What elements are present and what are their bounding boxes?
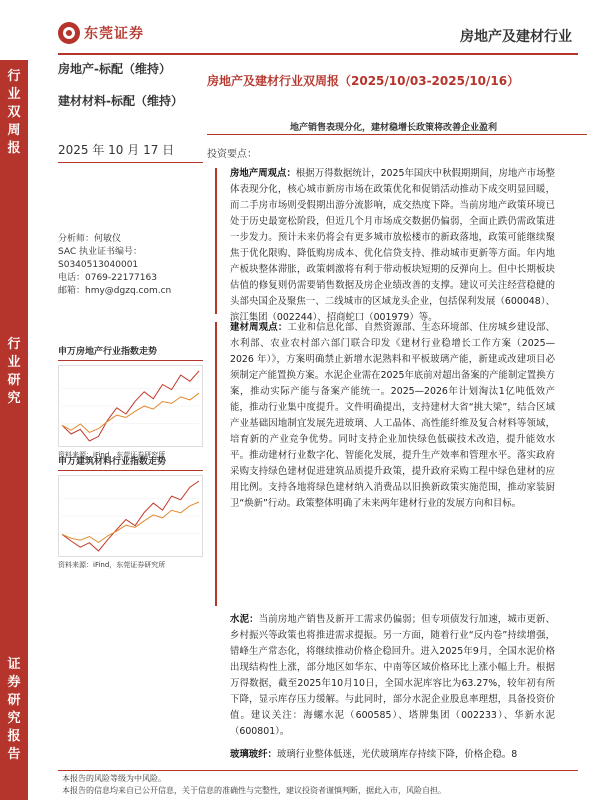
header-title: 房地产及建材行业	[460, 29, 572, 45]
sidebar-label-securities-report: 证 券 研 究 报 告	[7, 657, 21, 762]
analyst-sac-label: SAC 执业证书编号：	[58, 247, 143, 257]
footer-info-source: 本报告的信息均来自已公开信息，关于信息的准确性与完整性，建议投资者谨慎判断，据此入市，风险自担。	[62, 786, 446, 795]
paragraph-heading: 房地产周观点：	[230, 168, 296, 179]
analyst-info	[58, 233, 171, 298]
company-logo	[58, 22, 144, 44]
chart-real-estate-index	[58, 344, 203, 460]
paragraph-real-estate	[230, 166, 555, 326]
logo-icon	[58, 22, 80, 44]
page-header	[0, 0, 600, 60]
section-marker	[215, 322, 217, 606]
chart-title: 申万建筑材料行业指数走势	[58, 457, 167, 467]
chart-title-divider	[58, 470, 203, 471]
logo-text: 东莞证券	[84, 26, 144, 42]
title-divider	[207, 134, 587, 135]
chart-plot-area	[58, 475, 203, 557]
rating-building-materials: 建材材料-标配（维持）	[58, 94, 183, 108]
chart-plot-area	[58, 365, 203, 447]
report-date: 2025 年 10 月 17 日	[58, 143, 175, 157]
report-title: 房地产及建材行业双周报（2025/10/03-2025/10/16）	[207, 74, 520, 88]
sidebar	[0, 60, 28, 800]
section-marker	[215, 168, 217, 314]
chart-source: 资料来源：iFind，东莞证券研究所	[58, 561, 166, 569]
date-divider	[58, 162, 203, 163]
investment-highlights-heading: 投资要点：	[207, 149, 257, 160]
sidebar-label-industry-research: 行 业 研 究	[7, 337, 21, 406]
chart-source: 资料来源：iFind，东莞证券研究所	[58, 451, 166, 459]
paragraph-heading: 玻璃玻纤：	[230, 749, 277, 760]
line-chart	[58, 475, 203, 557]
footer-disclaimer	[62, 773, 446, 797]
paragraph-heading: 建材周观点：	[230, 322, 288, 333]
line-chart	[58, 365, 203, 447]
footer-risk-level: 本报告的风险等级为中风险。	[62, 774, 166, 783]
header-divider	[58, 53, 578, 55]
paragraph-building-materials	[230, 320, 555, 512]
chart-title-divider	[58, 360, 203, 361]
footer-divider	[58, 770, 578, 771]
paragraph-cement	[230, 612, 555, 740]
paragraph-body: 工业和信息化部、自然资源部、生态环境部、住房城乡建设部、水利部、农业农村部六部门联合印发《建材行业稳增长工作方案（2025—2026 年）》，方案明确禁止新增水泥熟料和平板玻璃产能，新建或改建项目必须制定产能置换方案。水泥企业需在2025年底前对超出备案的产能制定置换方案，推动实际产能与备案产能统一。2025—2026年计划淘汰1亿吨低效产能，推动行业集中度提升。文件明确提出，支持建材大省“挑大梁”，结合区域产业基础因地制宜发展先进玻璃、人工晶体、高性能纤维及复合材料等领域，培育新的产业竞争优势。同时支持企业加快绿色低碳技术改造，提升能效水平。推动建材行业数字化、智能化发展，提升生产效率和管理水平。落实政府采购支持绿色建材促进建筑品质提升政策，提升政府采购工程中绿色建材的应用比例。支持各地将绿色建材纳入消费品以旧换新政策实施范围，推动家装厨卫“焕新”行动。政策整体明确了未来两年建材行业的发展方向和目标。	[230, 322, 555, 509]
paragraph-glass-fiber	[230, 747, 555, 763]
paragraph-body: 当前房地产销售及新开工需求仍偏弱；但专项债发行加速，城市更新、乡村振兴等政策也将推进需求提振。另一方面，随着行业“反内卷”持续增强，错峰生产常态化，将继续推动价格企稳回升。进入2025年9月，全国水泥价格出现结构性上涨，部分地区如华东、中南等区域价格环比上涨小幅上升。根据万得数据，截至2025年10月10日，全国水泥库容比为63.27%，较年初有所下降，显示库存压力缓解。与此同时，部分水泥企业股息率理想，具备投资价值。建议关注：海螺水泥（600585）、塔牌集团（002233）、华新水泥（600801）。	[230, 614, 555, 737]
report-subtitle: 地产销售表现分化，建材稳增长政策将改善企业盈利	[290, 123, 498, 133]
paragraph-body: 根据万得数据统计，2025年国庆中秋假期期间，房地产市场整体表现分化，核心城市新房市场在政策优化和促销活动推动下成交明显回暖，而二手房市场则受假期出游分流影响，成交热度下降。当前房地产政策环境已处于历史最宽松阶段，但近几个月市场成交数据仍偏弱，全面止跌仍需政策进一步发力。预计未来仍将会有更多城市放松楼市的新政落地，政策可能继续聚焦于优化限购、降低购房成本、优化信贷支持、推动城市更新等方面。年内地产板块整体滞胀，政策刺激将有利于带动板块短期的反弹向上。但中长期板块估值的修复则仍需要销售数据及房企业绩改善的支撑。建议可关注经营稳健的头部央国企及聚焦一、二线城市的区域龙头企业，包括保利发展（600048）、滨江集团（002244）、招商蛇口（001979）等。	[230, 168, 555, 323]
paragraph-body: 玻璃行业整体低迷，光伏玻璃库存持续下降，价格企稳。8	[276, 749, 518, 760]
analyst-email[interactable]: 邮箱：hmy@dgzq.com.cn	[58, 286, 172, 296]
chart-building-materials-index	[58, 454, 203, 570]
chart-title: 申万房地产行业指数走势	[58, 347, 158, 357]
rating-real-estate: 房地产-标配（维持）	[58, 62, 171, 76]
analyst-sac-number: S0340513040001	[58, 260, 139, 270]
paragraph-heading: 水泥：	[230, 614, 259, 625]
analyst-phone: 电话：0769-22177163	[58, 273, 157, 283]
sidebar-label-report-type: 行 业 双 周 报	[7, 69, 21, 156]
analyst-name: 分析师：何敏仪	[58, 234, 122, 244]
